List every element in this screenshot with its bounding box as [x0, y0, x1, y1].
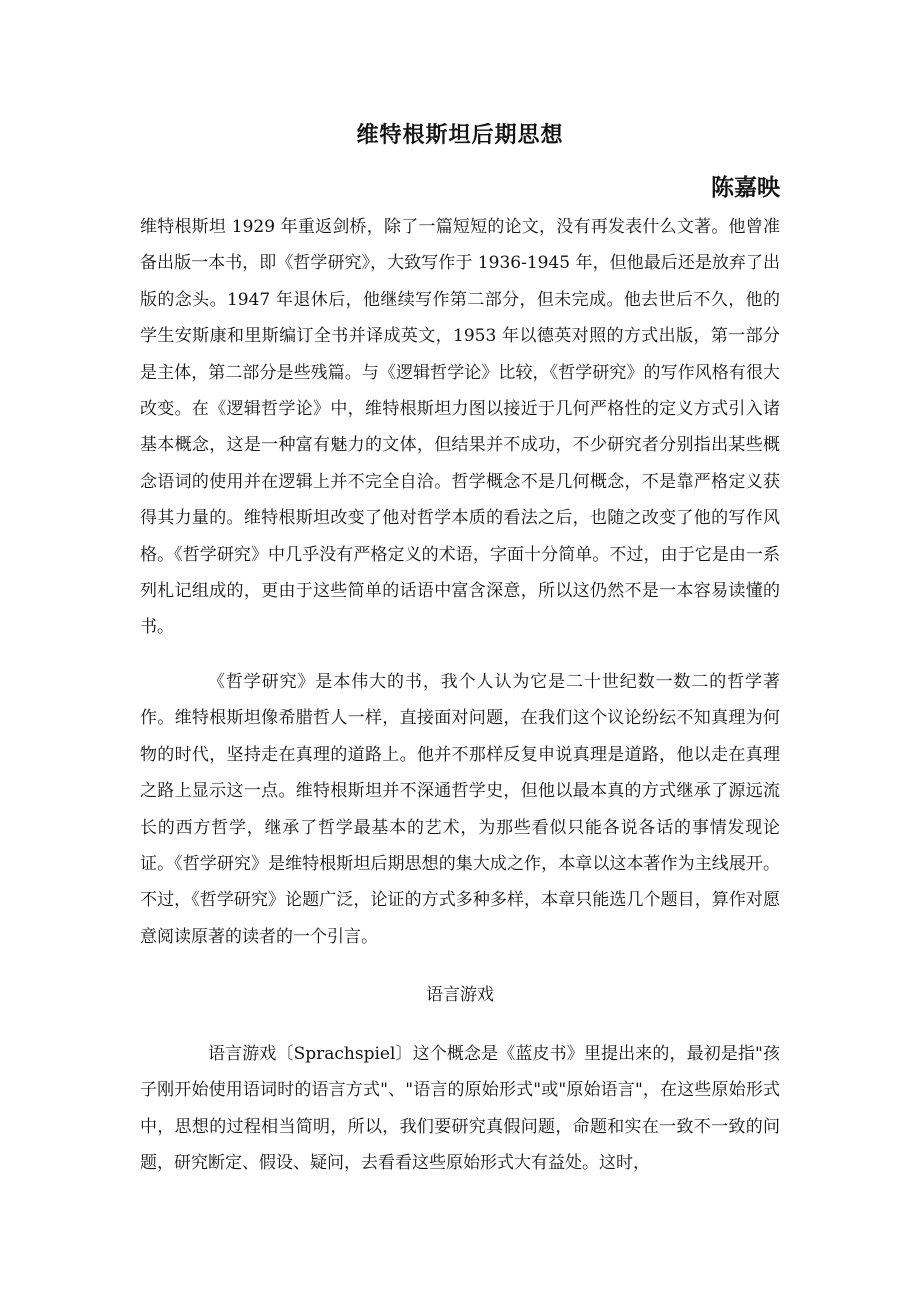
paragraph-intro: 维特根斯坦 1929 年重返剑桥，除了一篇短短的论文，没有再发表什么文著。他曾准备出版一本书，即《哲学研究》，大致写作于 1936-1945 年，但他最后还是放弃了出版的念头。1947 年退休后，他继续写作第二部分，但未完成。他去世后不久，他的学生安斯康和里斯编订全书并译成英文，1953 年以德英对照的方式出版，第一部分是主体，第二部分是些残篇。与《逻辑哲学论》比较，《哲学研究》的写作风格有很大改变。在《逻辑哲学论》中，维特根斯坦力图以接近于几何严格性的定义方式引入诸基本概念，这是一种富有魅力的文体，但结果并不成功，不少研究者分别指出某些概念语词的使用并在逻辑上并不完全自洽。哲学概念不是几何概念，不是靠严格定义获得其力量的。维特根斯坦改变了他对哲学本质的看法之后，也随之改变了他的写作风格。《哲学研究》中几乎没有严格定义的术语，字面十分简单。不过，由于它是由一系列札记组成的，更由于这些简单的话语中富含深意，所以这仍然不是一本容易读懂的书。: [140, 217, 780, 638]
document-title: 维特根斯坦后期思想: [356, 123, 564, 148]
paragraph-significance: 《哲学研究》是本伟大的书，我个人认为它是二十世纪数一数二的哲学著作。维特根斯坦像希腊哲人一样，直接面对问题，在我们这个议论纷纭不知真理为何物的时代，坚持走在真理的道路上。他并不那样反复申说真理是道路，他以走在真理之路上显示这一点。维特根斯坦并不深通哲学史，但他以最本真的方式继承了源远流长的西方哲学，继承了哲学最基本的艺术，为那些看似只能各说各话的事情发现论证。《哲学研究》是维特根斯坦后期思想的集大成之作，本章以这本著作为主线展开。不过，《哲学研究》论题广泛，论证的方式多种多样，本章只能选几个题目，算作对愿意阅读原著的读者的一个引言。: [140, 672, 780, 947]
author-name: 陈嘉映: [711, 175, 780, 201]
paragraph-language-game: 语言游戏〔Sprachspiel〕这个概念是《蓝皮书》里提出来的，最初是指"孩子刚开始使用语词时的语言方式"、"语言的原始形式"或"原始语言"，在这些原始形式中，思想的过程相当简明，所以，我们要研究真假问题，命题和实在一致不一致的问题，研究断定、假设、疑问，去看看这些原始形式大有益处。这时，: [140, 1044, 780, 1174]
section-heading: 语言游戏: [426, 985, 494, 1005]
